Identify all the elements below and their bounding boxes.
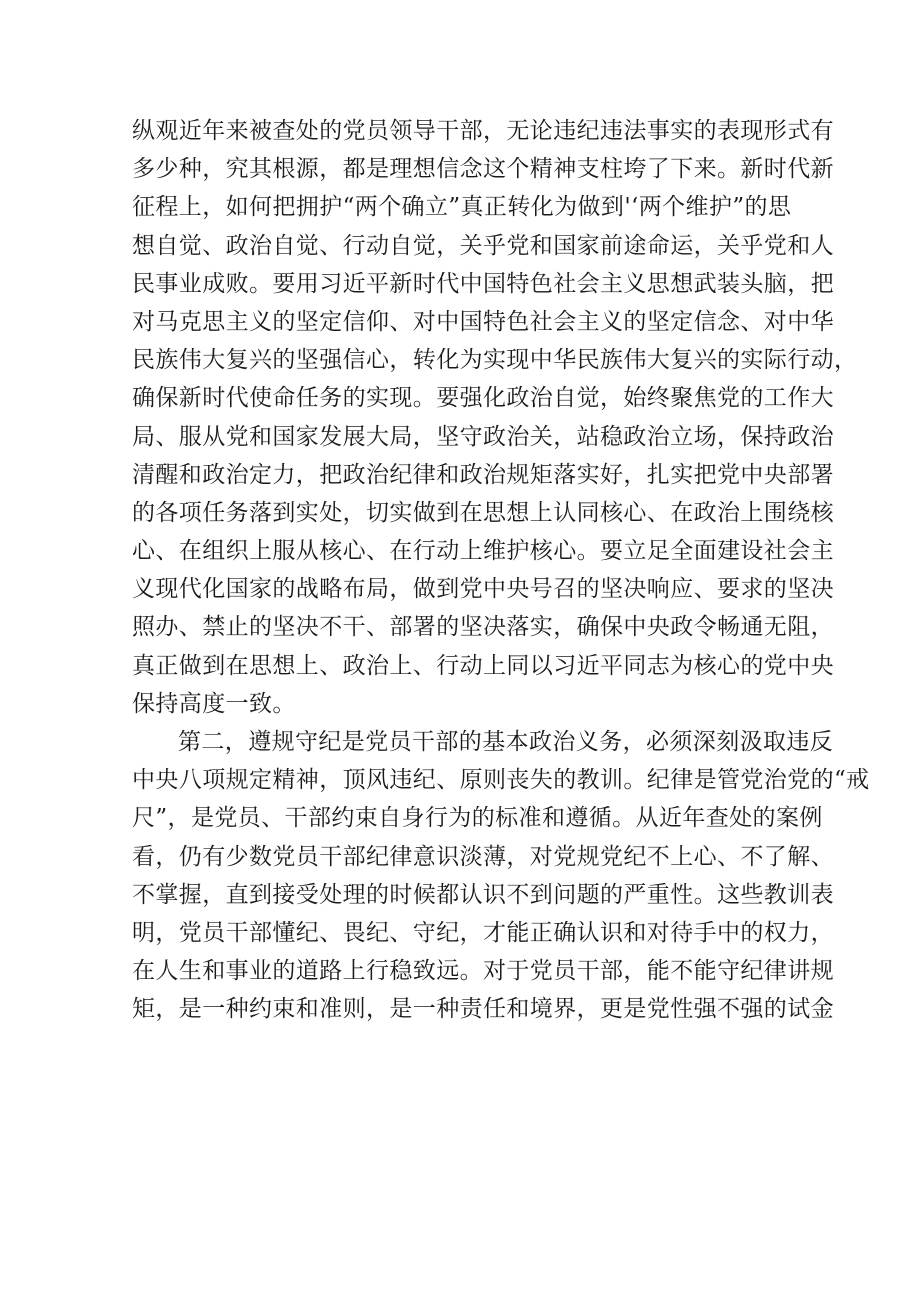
text-line: 尺”，是党员、干部约束自身行为的标准和遵循。从近年查处的案例 bbox=[132, 805, 823, 832]
paragraph-2 bbox=[132, 723, 870, 1029]
text-line: 矩，是一种约束和准则，是一种责任和境界，更是党性强不强的试金 bbox=[132, 996, 834, 1023]
text-line: 义现代化国家的战略布局，做到党中央号召的坚决响应、要求的坚决 bbox=[132, 576, 834, 603]
text-line: 不掌握，直到接受处理的时候都认识不到问题的严重性。这些教训表 bbox=[132, 881, 834, 908]
text-line: 第二，遵规守纪是党员干部的基本政治义务，必须深刻汲取违反 bbox=[178, 729, 834, 755]
text-line: 心、在组织上服从核心、在行动上维护核心。要立足全面建设社会主 bbox=[132, 538, 834, 565]
text-line: 真正做到在思想上、政治上、行动上同以习近平同志为核心的党中央 bbox=[132, 652, 834, 679]
text-line: 在人生和事业的道路上行稳致远。对于党员干部，能不能守纪律讲规 bbox=[132, 958, 834, 985]
text-line: 想自觉、政治自觉、行动自觉，关乎党和国家前途命运，关乎党和人 bbox=[132, 232, 834, 259]
body-text bbox=[132, 112, 870, 1029]
text-line: 清醒和政治定力，把政治纪律和政治规矩落实好，扎实把党中央部署 bbox=[132, 461, 834, 488]
text-line: 确保新时代使命任务的实现。要强化政治自觉，始终聚焦党的工作大 bbox=[132, 385, 834, 412]
text-line: 民族伟大复兴的坚强信心，转化为实现中华民族伟大复兴的实际行动， bbox=[132, 347, 858, 374]
text-line: 多少种，究其根源，都是理想信念这个精神支柱垮了下来。新时代新 bbox=[132, 156, 834, 183]
text-line: 对马克思主义的坚定信仰、对中国特色社会主义的坚定信念、对中华 bbox=[132, 308, 834, 335]
text-line: 征程上，如何把拥护“两个确立”真正转化为做到'‘两个维护”的思 bbox=[132, 194, 792, 221]
text-line: 民事业成败。要用习近平新时代中国特色社会主义思想武装头脑，把 bbox=[132, 270, 834, 297]
text-line: 局、服从党和国家发展大局，坚守政治关，站稳政治立场，保持政治 bbox=[132, 423, 834, 450]
paragraph-1 bbox=[132, 112, 858, 723]
text-line: 照办、禁止的坚决不干、部署的坚决落实，确保中央政令畅通无阻， bbox=[132, 614, 834, 641]
text-line: 看，仍有少数党员干部纪律意识淡薄，对党规党纪不上心、不了解、 bbox=[132, 843, 834, 870]
text-line: 保持高度一致。 bbox=[132, 690, 296, 717]
text-line: 中央八项规定精神，顶风违纪、原则丧失的教训。纪律是管党治党的“戒 bbox=[132, 767, 870, 794]
text-line: 明，党员干部懂纪、畏纪、守纪，才能正确认识和对待手中的权力， bbox=[132, 919, 834, 946]
text-line: 纵观近年来被查处的党员领导干部，无论违纪违法事实的表现形式有 bbox=[132, 118, 834, 144]
text-line: 的各项任务落到实处，切实做到在思想上认同核心、在政治上围绕核 bbox=[132, 499, 834, 526]
